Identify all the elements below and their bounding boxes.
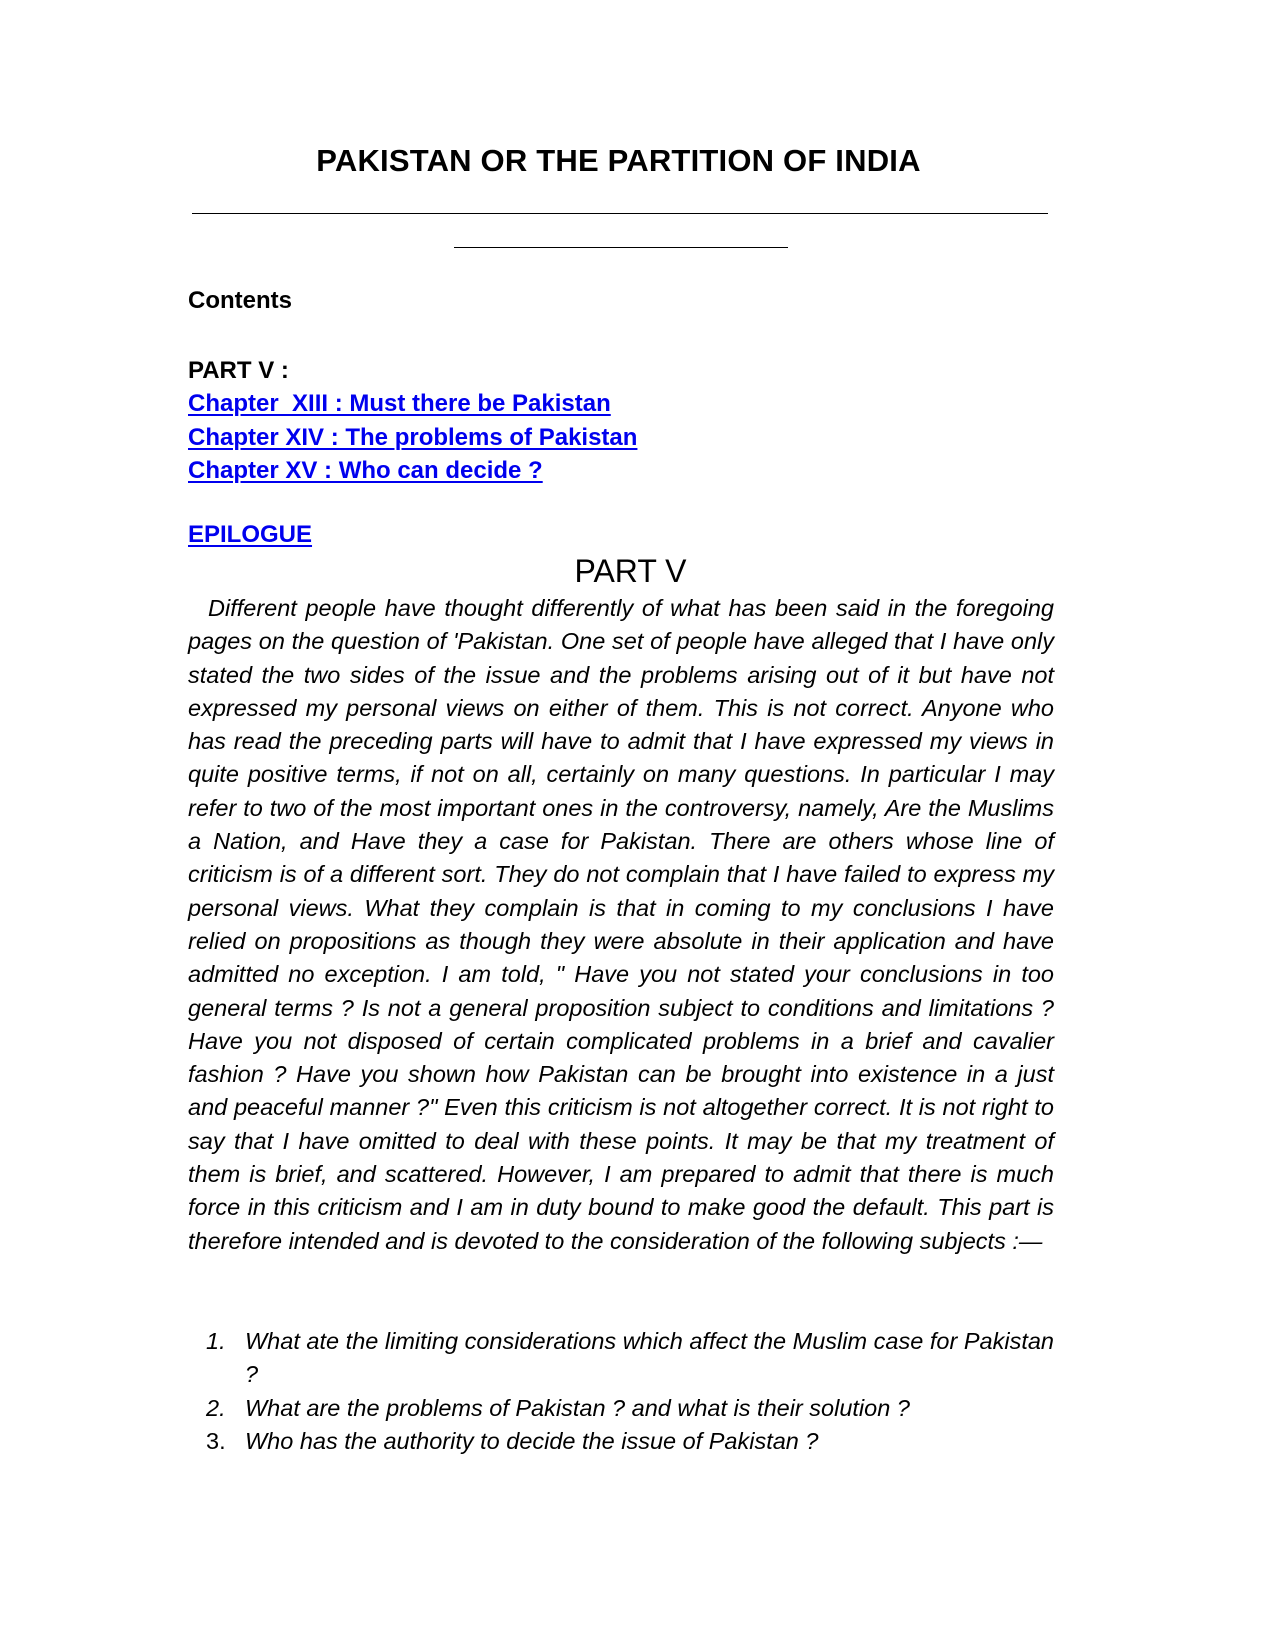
toc-link-chapter-15[interactable]: Chapter XV : Who can decide ? bbox=[188, 456, 543, 484]
document-title: PAKISTAN OR THE PARTITION OF INDIA bbox=[316, 143, 921, 178]
toc-link-chapter-14[interactable]: Chapter XIV : The problems of Pakistan bbox=[188, 423, 638, 451]
part-heading: PART V bbox=[574, 553, 687, 589]
list-item-text: What ate the limiting considerations which affect the Muslim case for Pakistan ? bbox=[245, 1328, 1054, 1388]
list-item-number: 2. bbox=[206, 1394, 226, 1421]
list-item bbox=[188, 1325, 1054, 1392]
toc-link-chapter-13[interactable]: Chapter XIII : Must there be Pakistan bbox=[188, 390, 611, 418]
subjects-list bbox=[188, 1325, 1054, 1458]
table-of-contents bbox=[188, 354, 637, 487]
list-item-number: 1. bbox=[206, 1328, 226, 1354]
title-underline-long bbox=[192, 213, 1048, 214]
title-underline-short bbox=[454, 247, 788, 248]
list-item-number: 3. bbox=[206, 1427, 226, 1454]
list-item bbox=[188, 1425, 1054, 1458]
toc-link-epilogue[interactable]: EPILOGUE bbox=[188, 521, 313, 548]
list-item bbox=[188, 1392, 1054, 1425]
intro-paragraph-text: Different people have thought differently of what has been said in the foregoing pages on the question of 'Pakistan. One set of people have alleged that I have only stated the two sides of the issue and the problems arising out of it but have not expressed my personal views on either of them. This is not correct. Anyone who has read the preceding parts will have to admit that I have expressed my views in quite positive terms, if not on all, certainly on many questions. In particular I may refer to two of the most important ones in the controversy, namely, Are the Muslims a Nation, and Have they a case for Pakistan. There are others whose line of criticism is of a different sort. They do not complain that I have failed to express my personal views. What they complain is that in coming to my conclusions I have relied on propositions as though they were absolute in their application and have admitted no exception. I am told, " Have you not stated your conclusions in too general terms ? Is not a general proposition subject to conditions and limitations ? Have you not disposed of certain complicated problems in a brief and cavalier fashion ? Have you shown how Pakistan can be brought into existence in a just and peaceful manner ?" Even this criticism is not altogether correct. It is not right to say that I have omitted to deal with these points. It may be that my treatment of them is brief, and scattered. However, I am prepared to admit that there is much force in this criticism and I am in duty bound to make good the default. This part is therefore intended and is devoted to the consideration of the following subjects :— bbox=[188, 595, 1054, 1254]
list-item-text: What are the problems of Pakistan ? and what is their solution ? bbox=[245, 1394, 910, 1421]
intro-paragraph bbox=[188, 592, 1054, 1258]
contents-heading: Contents bbox=[188, 287, 292, 314]
toc-part-label: PART V : bbox=[188, 357, 289, 384]
list-item-text: Who has the authority to decide the issue of Pakistan ? bbox=[245, 1427, 819, 1454]
